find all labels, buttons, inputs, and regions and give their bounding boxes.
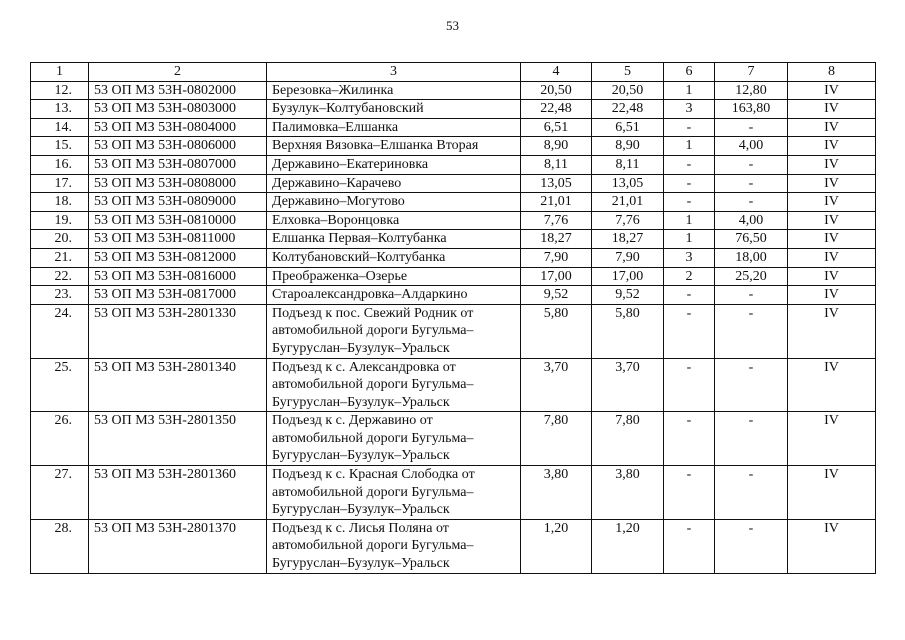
roads-table xyxy=(30,62,876,574)
table-row xyxy=(31,304,876,358)
structures-length-cell: 4,00 xyxy=(715,211,788,230)
length-total-cell: 8,11 xyxy=(521,155,592,174)
structures-count-cell: - xyxy=(664,358,715,412)
structures-length-cell: 12,80 xyxy=(715,81,788,100)
row-number-cell: 16. xyxy=(31,155,89,174)
structures-length-cell: - xyxy=(715,358,788,412)
structures-count-cell: 1 xyxy=(664,230,715,249)
length-regional-cell: 22,48 xyxy=(592,100,664,119)
row-number-cell: 13. xyxy=(31,100,89,119)
row-number-cell: 25. xyxy=(31,358,89,412)
length-regional-cell: 7,90 xyxy=(592,248,664,267)
structures-count-cell: - xyxy=(664,193,715,212)
row-number-cell: 24. xyxy=(31,304,89,358)
page-number: 53 xyxy=(446,18,459,33)
row-number-cell: 23. xyxy=(31,286,89,305)
table-row xyxy=(31,519,876,573)
length-regional-cell: 8,90 xyxy=(592,137,664,156)
road-id-cell: 53 ОП МЗ 53Н-0806000 xyxy=(89,137,267,156)
length-regional-cell: 7,80 xyxy=(592,412,664,466)
length-total-cell: 3,70 xyxy=(521,358,592,412)
structures-length-cell: - xyxy=(715,412,788,466)
structures-count-cell: - xyxy=(664,304,715,358)
road-name-cell: Подъезд к с. Державино от автомобильной дороги Бугульма–Бугуруслан–Бузулук–Уральск xyxy=(267,412,521,466)
road-id-cell: 53 ОП МЗ 53Н-0810000 xyxy=(89,211,267,230)
road-category-cell: IV xyxy=(788,155,876,174)
table-row xyxy=(31,230,876,249)
road-name-cell: Елшанка Первая–Колтубанка xyxy=(267,230,521,249)
length-regional-cell: 3,80 xyxy=(592,466,664,520)
table-row xyxy=(31,174,876,193)
structures-length-cell: - xyxy=(715,193,788,212)
header-cell: 5 xyxy=(592,63,664,82)
length-regional-cell: 8,11 xyxy=(592,155,664,174)
length-total-cell: 6,51 xyxy=(521,118,592,137)
length-regional-cell: 5,80 xyxy=(592,304,664,358)
length-total-cell: 18,27 xyxy=(521,230,592,249)
road-id-cell: 53 ОП МЗ 53Н-0811000 xyxy=(89,230,267,249)
row-number-cell: 27. xyxy=(31,466,89,520)
structures-count-cell: - xyxy=(664,466,715,520)
length-total-cell: 9,52 xyxy=(521,286,592,305)
structures-count-cell: 3 xyxy=(664,100,715,119)
length-total-cell: 8,90 xyxy=(521,137,592,156)
length-total-cell: 7,90 xyxy=(521,248,592,267)
structures-count-cell: - xyxy=(664,519,715,573)
header-cell: 7 xyxy=(715,63,788,82)
structures-count-cell: 1 xyxy=(664,211,715,230)
road-id-cell: 53 ОП МЗ 53Н-0816000 xyxy=(89,267,267,286)
structures-length-cell: - xyxy=(715,466,788,520)
road-id-cell: 53 ОП МЗ 53Н-2801360 xyxy=(89,466,267,520)
row-number-cell: 18. xyxy=(31,193,89,212)
road-id-cell: 53 ОП МЗ 53Н-2801350 xyxy=(89,412,267,466)
road-id-cell: 53 ОП МЗ 53Н-2801340 xyxy=(89,358,267,412)
road-name-cell: Подъезд к пос. Свежий Родник от автомобильной дороги Бугульма–Бугуруслан–Бузулук–Уральск xyxy=(267,304,521,358)
road-name-cell: Подъезд к с. Александровка от автомобильной дороги Бугульма–Бугуруслан–Бузулук–Уральск xyxy=(267,358,521,412)
header-cell: 8 xyxy=(788,63,876,82)
structures-count-cell: 1 xyxy=(664,81,715,100)
structures-length-cell: - xyxy=(715,519,788,573)
structures-count-cell: - xyxy=(664,286,715,305)
header-cell: 1 xyxy=(31,63,89,82)
length-regional-cell: 18,27 xyxy=(592,230,664,249)
road-id-cell: 53 ОП МЗ 53Н-0803000 xyxy=(89,100,267,119)
length-total-cell: 13,05 xyxy=(521,174,592,193)
row-number-cell: 15. xyxy=(31,137,89,156)
length-total-cell: 20,50 xyxy=(521,81,592,100)
table-row xyxy=(31,267,876,286)
table-row xyxy=(31,286,876,305)
row-number-cell: 14. xyxy=(31,118,89,137)
table-row xyxy=(31,248,876,267)
length-regional-cell: 6,51 xyxy=(592,118,664,137)
road-name-cell: Колтубановский–Колтубанка xyxy=(267,248,521,267)
road-id-cell: 53 ОП МЗ 53Н-0809000 xyxy=(89,193,267,212)
structures-length-cell: - xyxy=(715,118,788,137)
road-category-cell: IV xyxy=(788,286,876,305)
length-regional-cell: 20,50 xyxy=(592,81,664,100)
road-name-cell: Староалександровка–Алдаркино xyxy=(267,286,521,305)
road-category-cell: IV xyxy=(788,230,876,249)
road-id-cell: 53 ОП МЗ 53Н-2801370 xyxy=(89,519,267,573)
table-row xyxy=(31,193,876,212)
structures-length-cell: - xyxy=(715,304,788,358)
structures-length-cell: 25,20 xyxy=(715,267,788,286)
road-id-cell: 53 ОП МЗ 53Н-0807000 xyxy=(89,155,267,174)
structures-length-cell: - xyxy=(715,286,788,305)
row-number-cell: 21. xyxy=(31,248,89,267)
road-category-cell: IV xyxy=(788,211,876,230)
table-row xyxy=(31,466,876,520)
road-name-cell: Бузулук–Колтубановский xyxy=(267,100,521,119)
length-regional-cell: 1,20 xyxy=(592,519,664,573)
road-name-cell: Державино–Карачево xyxy=(267,174,521,193)
structures-count-cell: - xyxy=(664,412,715,466)
structures-count-cell: 1 xyxy=(664,137,715,156)
road-category-cell: IV xyxy=(788,248,876,267)
structures-count-cell: - xyxy=(664,174,715,193)
road-name-cell: Березовка–Жилинка xyxy=(267,81,521,100)
road-category-cell: IV xyxy=(788,81,876,100)
row-number-cell: 26. xyxy=(31,412,89,466)
row-number-cell: 20. xyxy=(31,230,89,249)
road-category-cell: IV xyxy=(788,466,876,520)
row-number-cell: 28. xyxy=(31,519,89,573)
road-id-cell: 53 ОП МЗ 53Н-2801330 xyxy=(89,304,267,358)
length-total-cell: 7,80 xyxy=(521,412,592,466)
road-category-cell: IV xyxy=(788,137,876,156)
row-number-cell: 22. xyxy=(31,267,89,286)
structures-length-cell: 163,80 xyxy=(715,100,788,119)
road-category-cell: IV xyxy=(788,519,876,573)
header-cell: 4 xyxy=(521,63,592,82)
header-cell: 3 xyxy=(267,63,521,82)
length-regional-cell: 21,01 xyxy=(592,193,664,212)
road-name-cell: Верхняя Вязовка–Елшанка Вторая xyxy=(267,137,521,156)
length-total-cell: 5,80 xyxy=(521,304,592,358)
road-id-cell: 53 ОП МЗ 53Н-0812000 xyxy=(89,248,267,267)
road-category-cell: IV xyxy=(788,412,876,466)
length-regional-cell: 3,70 xyxy=(592,358,664,412)
table-row xyxy=(31,81,876,100)
road-category-cell: IV xyxy=(788,193,876,212)
road-id-cell: 53 ОП МЗ 53Н-0817000 xyxy=(89,286,267,305)
length-total-cell: 7,76 xyxy=(521,211,592,230)
road-name-cell: Державино–Могутово xyxy=(267,193,521,212)
length-regional-cell: 7,76 xyxy=(592,211,664,230)
row-number-cell: 12. xyxy=(31,81,89,100)
road-category-cell: IV xyxy=(788,100,876,119)
structures-length-cell: 76,50 xyxy=(715,230,788,249)
length-regional-cell: 17,00 xyxy=(592,267,664,286)
length-total-cell: 3,80 xyxy=(521,466,592,520)
structures-length-cell: - xyxy=(715,174,788,193)
length-regional-cell: 13,05 xyxy=(592,174,664,193)
header-row xyxy=(31,63,876,82)
road-id-cell: 53 ОП МЗ 53Н-0804000 xyxy=(89,118,267,137)
length-total-cell: 1,20 xyxy=(521,519,592,573)
road-id-cell: 53 ОП МЗ 53Н-0808000 xyxy=(89,174,267,193)
row-number-cell: 17. xyxy=(31,174,89,193)
structures-length-cell: 18,00 xyxy=(715,248,788,267)
header-cell: 2 xyxy=(89,63,267,82)
length-total-cell: 17,00 xyxy=(521,267,592,286)
header-cell: 6 xyxy=(664,63,715,82)
length-total-cell: 22,48 xyxy=(521,100,592,119)
table-row xyxy=(31,100,876,119)
structures-count-cell: 2 xyxy=(664,267,715,286)
structures-length-cell: - xyxy=(715,155,788,174)
structures-count-cell: 3 xyxy=(664,248,715,267)
road-name-cell: Подъезд к с. Лисья Поляна от автомобильной дороги Бугульма–Бугуруслан–Бузулук–Уральск xyxy=(267,519,521,573)
road-name-cell: Преображенка–Озерье xyxy=(267,267,521,286)
table-row xyxy=(31,137,876,156)
road-category-cell: IV xyxy=(788,267,876,286)
road-name-cell: Державино–Екатериновка xyxy=(267,155,521,174)
table-row xyxy=(31,118,876,137)
road-name-cell: Палимовка–Елшанка xyxy=(267,118,521,137)
table-row xyxy=(31,358,876,412)
road-category-cell: IV xyxy=(788,118,876,137)
length-total-cell: 21,01 xyxy=(521,193,592,212)
road-name-cell: Елховка–Воронцовка xyxy=(267,211,521,230)
road-name-cell: Подъезд к с. Красная Слободка от автомобильной дороги Бугульма–Бугуруслан–Бузулук–Уральск xyxy=(267,466,521,520)
structures-count-cell: - xyxy=(664,118,715,137)
row-number-cell: 19. xyxy=(31,211,89,230)
road-category-cell: IV xyxy=(788,358,876,412)
table-row xyxy=(31,412,876,466)
road-category-cell: IV xyxy=(788,304,876,358)
road-id-cell: 53 ОП МЗ 53Н-0802000 xyxy=(89,81,267,100)
structures-length-cell: 4,00 xyxy=(715,137,788,156)
road-category-cell: IV xyxy=(788,174,876,193)
table-row xyxy=(31,211,876,230)
table-row xyxy=(31,155,876,174)
structures-count-cell: - xyxy=(664,155,715,174)
length-regional-cell: 9,52 xyxy=(592,286,664,305)
